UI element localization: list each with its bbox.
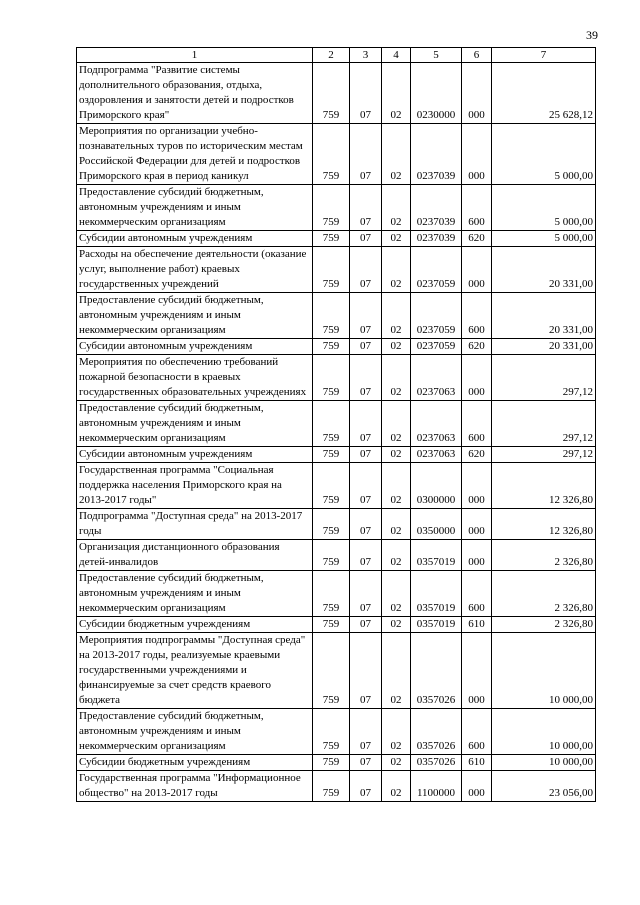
- page-number: 39: [586, 28, 598, 42]
- target-article-cell: 0237059: [411, 247, 462, 293]
- expense-type-cell: 620: [462, 339, 492, 355]
- section-code-cell: 07: [350, 709, 382, 755]
- target-article-cell: 0237039: [411, 185, 462, 231]
- target-article-cell: 0357019: [411, 540, 462, 571]
- section-code-cell: 07: [350, 63, 382, 124]
- item-name-cell: Субсидии автономным учреждениям: [77, 231, 313, 247]
- item-name-cell: Государственная программа "Социальная поддержка населения Приморского края на 2013-2017 годы": [77, 463, 313, 509]
- item-name-cell: Предоставление субсидий бюджетным, автономным учреждениям и иным некоммерческим организациям: [77, 709, 313, 755]
- ministry-code-cell: 759: [313, 339, 350, 355]
- ministry-code-cell: 759: [313, 293, 350, 339]
- target-article-cell: 0350000: [411, 509, 462, 540]
- amount-cell: 20 331,00: [492, 339, 596, 355]
- table-row: [77, 339, 596, 355]
- subsection-code-cell: 02: [382, 617, 411, 633]
- table-row: [77, 247, 596, 293]
- column-header: 7: [492, 48, 596, 63]
- amount-cell: 297,12: [492, 355, 596, 401]
- subsection-code-cell: 02: [382, 355, 411, 401]
- expense-type-cell: 600: [462, 709, 492, 755]
- amount-cell: 20 331,00: [492, 247, 596, 293]
- section-code-cell: 07: [350, 401, 382, 447]
- item-name-cell: Субсидии автономным учреждениям: [77, 339, 313, 355]
- subsection-code-cell: 02: [382, 63, 411, 124]
- table-row: [77, 231, 596, 247]
- subsection-code-cell: 02: [382, 293, 411, 339]
- ministry-code-cell: 759: [313, 185, 350, 231]
- expense-type-cell: 620: [462, 231, 492, 247]
- subsection-code-cell: 02: [382, 247, 411, 293]
- ministry-code-cell: 759: [313, 755, 350, 771]
- item-name-cell: Предоставление субсидий бюджетным, автономным учреждениям и иным некоммерческим организациям: [77, 401, 313, 447]
- subsection-code-cell: 02: [382, 185, 411, 231]
- column-header: 5: [411, 48, 462, 63]
- item-name-cell: Организация дистанционного образования детей-инвалидов: [77, 540, 313, 571]
- subsection-code-cell: 02: [382, 755, 411, 771]
- subsection-code-cell: 02: [382, 571, 411, 617]
- column-header: 1: [77, 48, 313, 63]
- table-row: [77, 124, 596, 185]
- subsection-code-cell: 02: [382, 771, 411, 802]
- table-row: [77, 401, 596, 447]
- expense-type-cell: 000: [462, 771, 492, 802]
- target-article-cell: 0357019: [411, 617, 462, 633]
- section-code-cell: 07: [350, 231, 382, 247]
- subsection-code-cell: 02: [382, 231, 411, 247]
- subsection-code-cell: 02: [382, 540, 411, 571]
- expense-type-cell: 600: [462, 571, 492, 617]
- target-article-cell: 0357026: [411, 633, 462, 709]
- subsection-code-cell: 02: [382, 709, 411, 755]
- expense-type-cell: 000: [462, 463, 492, 509]
- item-name-cell: Мероприятия по организации учебно-познавательных туров по историческим местам Российской Федерации для детей и подростков Приморского края в период каникул: [77, 124, 313, 185]
- budget-table: [76, 47, 596, 802]
- ministry-code-cell: 759: [313, 124, 350, 185]
- section-code-cell: 07: [350, 185, 382, 231]
- ministry-code-cell: 759: [313, 63, 350, 124]
- table-header-row: [77, 48, 596, 63]
- subsection-code-cell: 02: [382, 463, 411, 509]
- target-article-cell: 0237063: [411, 355, 462, 401]
- section-code-cell: 07: [350, 617, 382, 633]
- item-name-cell: Подпрограмма "Развитие системы дополнительного образования, отдыха, оздоровления и занятости детей и подростков Приморского края": [77, 63, 313, 124]
- column-header: 3: [350, 48, 382, 63]
- column-header: 2: [313, 48, 350, 63]
- ministry-code-cell: 759: [313, 540, 350, 571]
- expense-type-cell: 600: [462, 293, 492, 339]
- section-code-cell: 07: [350, 339, 382, 355]
- item-name-cell: Подпрограмма "Доступная среда" на 2013-2017 годы: [77, 509, 313, 540]
- subsection-code-cell: 02: [382, 633, 411, 709]
- expense-type-cell: 620: [462, 447, 492, 463]
- table-row: [77, 447, 596, 463]
- section-code-cell: 07: [350, 293, 382, 339]
- expense-type-cell: 000: [462, 540, 492, 571]
- ministry-code-cell: 759: [313, 771, 350, 802]
- amount-cell: 2 326,80: [492, 571, 596, 617]
- target-article-cell: 0230000: [411, 63, 462, 124]
- amount-cell: 23 056,00: [492, 771, 596, 802]
- amount-cell: 25 628,12: [492, 63, 596, 124]
- table-row: [77, 463, 596, 509]
- item-name-cell: Субсидии бюджетным учреждениям: [77, 755, 313, 771]
- table-row: [77, 293, 596, 339]
- table-row: [77, 617, 596, 633]
- target-article-cell: 0237063: [411, 447, 462, 463]
- table-row: [77, 755, 596, 771]
- table-row: [77, 709, 596, 755]
- section-code-cell: 07: [350, 447, 382, 463]
- ministry-code-cell: 759: [313, 509, 350, 540]
- amount-cell: 5 000,00: [492, 124, 596, 185]
- amount-cell: 2 326,80: [492, 617, 596, 633]
- ministry-code-cell: 759: [313, 355, 350, 401]
- ministry-code-cell: 759: [313, 231, 350, 247]
- subsection-code-cell: 02: [382, 401, 411, 447]
- expense-type-cell: 000: [462, 63, 492, 124]
- amount-cell: 2 326,80: [492, 540, 596, 571]
- item-name-cell: Мероприятия подпрограммы "Доступная среда" на 2013-2017 годы, реализуемые краевыми государственными учреждениями и финансируемые за счет средств краевого бюджета: [77, 633, 313, 709]
- item-name-cell: Предоставление субсидий бюджетным, автономным учреждениям и иным некоммерческим организациям: [77, 571, 313, 617]
- item-name-cell: Государственная программа "Информационное общество" на 2013-2017 годы: [77, 771, 313, 802]
- section-code-cell: 07: [350, 355, 382, 401]
- section-code-cell: 07: [350, 571, 382, 617]
- ministry-code-cell: 759: [313, 447, 350, 463]
- item-name-cell: Предоставление субсидий бюджетным, автономным учреждениям и иным некоммерческим организациям: [77, 185, 313, 231]
- item-name-cell: Субсидии бюджетным учреждениям: [77, 617, 313, 633]
- subsection-code-cell: 02: [382, 509, 411, 540]
- table-row: [77, 185, 596, 231]
- expense-type-cell: 000: [462, 509, 492, 540]
- ministry-code-cell: 759: [313, 709, 350, 755]
- subsection-code-cell: 02: [382, 339, 411, 355]
- expense-type-cell: 000: [462, 247, 492, 293]
- expense-type-cell: 000: [462, 124, 492, 185]
- expense-type-cell: 000: [462, 633, 492, 709]
- amount-cell: 10 000,00: [492, 755, 596, 771]
- amount-cell: 20 331,00: [492, 293, 596, 339]
- amount-cell: 5 000,00: [492, 231, 596, 247]
- target-article-cell: 0357019: [411, 571, 462, 617]
- expense-type-cell: 600: [462, 185, 492, 231]
- subsection-code-cell: 02: [382, 447, 411, 463]
- ministry-code-cell: 759: [313, 463, 350, 509]
- table-row: [77, 571, 596, 617]
- column-header: 6: [462, 48, 492, 63]
- section-code-cell: 07: [350, 755, 382, 771]
- amount-cell: 12 326,80: [492, 509, 596, 540]
- ministry-code-cell: 759: [313, 617, 350, 633]
- amount-cell: 10 000,00: [492, 633, 596, 709]
- target-article-cell: 1100000: [411, 771, 462, 802]
- target-article-cell: 0237039: [411, 231, 462, 247]
- amount-cell: 297,12: [492, 401, 596, 447]
- column-header: 4: [382, 48, 411, 63]
- ministry-code-cell: 759: [313, 633, 350, 709]
- amount-cell: 12 326,80: [492, 463, 596, 509]
- item-name-cell: Предоставление субсидий бюджетным, автономным учреждениям и иным некоммерческим организациям: [77, 293, 313, 339]
- expense-type-cell: 610: [462, 617, 492, 633]
- table-row: [77, 355, 596, 401]
- section-code-cell: 07: [350, 124, 382, 185]
- table-row: [77, 771, 596, 802]
- table-row: [77, 633, 596, 709]
- target-article-cell: 0357026: [411, 709, 462, 755]
- ministry-code-cell: 759: [313, 571, 350, 617]
- target-article-cell: 0237059: [411, 339, 462, 355]
- section-code-cell: 07: [350, 540, 382, 571]
- target-article-cell: 0357026: [411, 755, 462, 771]
- section-code-cell: 07: [350, 633, 382, 709]
- subsection-code-cell: 02: [382, 124, 411, 185]
- item-name-cell: Субсидии автономным учреждениям: [77, 447, 313, 463]
- table-row: [77, 63, 596, 124]
- target-article-cell: 0300000: [411, 463, 462, 509]
- section-code-cell: 07: [350, 463, 382, 509]
- expense-type-cell: 000: [462, 355, 492, 401]
- item-name-cell: Расходы на обеспечение деятельности (оказание услуг, выполнение работ) краевых государственных учреждений: [77, 247, 313, 293]
- expense-type-cell: 600: [462, 401, 492, 447]
- target-article-cell: 0237059: [411, 293, 462, 339]
- section-code-cell: 07: [350, 771, 382, 802]
- item-name-cell: Мероприятия по обеспечению требований пожарной безопасности в краевых государственных образовательных учреждениях: [77, 355, 313, 401]
- table-row: [77, 509, 596, 540]
- ministry-code-cell: 759: [313, 247, 350, 293]
- target-article-cell: 0237063: [411, 401, 462, 447]
- section-code-cell: 07: [350, 509, 382, 540]
- amount-cell: 297,12: [492, 447, 596, 463]
- amount-cell: 10 000,00: [492, 709, 596, 755]
- target-article-cell: 0237039: [411, 124, 462, 185]
- expense-type-cell: 610: [462, 755, 492, 771]
- ministry-code-cell: 759: [313, 401, 350, 447]
- table-row: [77, 540, 596, 571]
- section-code-cell: 07: [350, 247, 382, 293]
- amount-cell: 5 000,00: [492, 185, 596, 231]
